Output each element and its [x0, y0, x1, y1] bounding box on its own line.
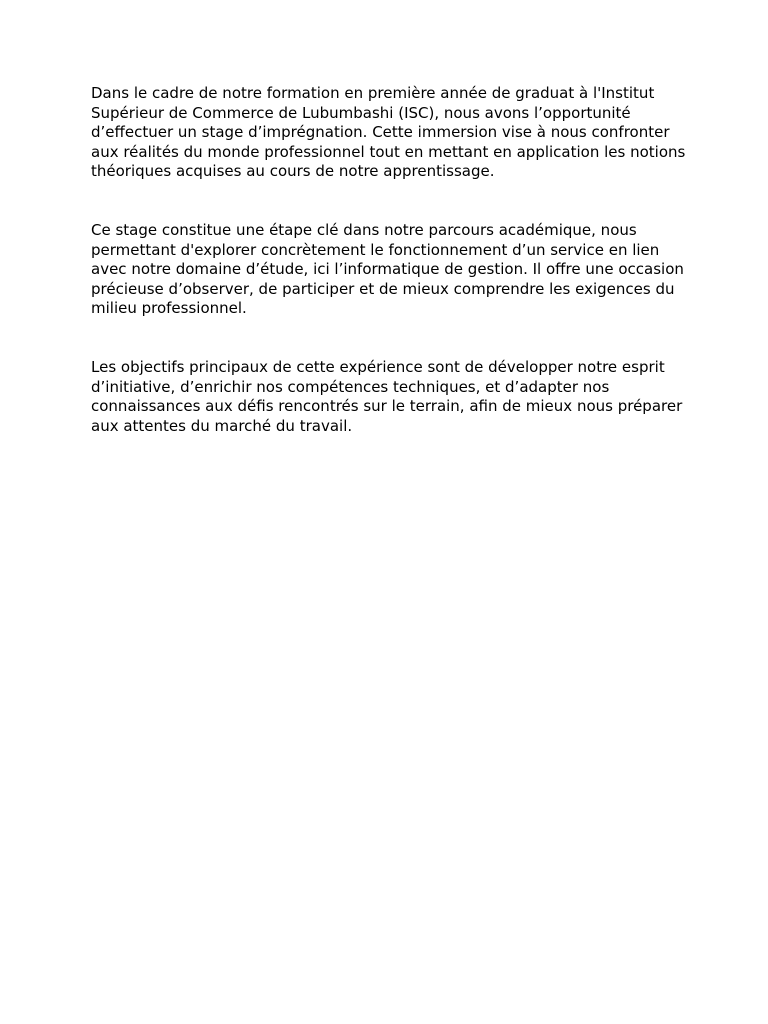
- paragraph-objectives: Les objectifs principaux de cette expérience sont de développer notre esprit d’initiative, d’enrichir nos compétences techniques, et d’adapter nos connaissances aux défis rencontrés sur le terrain, afin de mieux nous préparer aux attentes du marché du travail.: [91, 357, 683, 435]
- paragraph-intro: Dans le cadre de notre formation en première année de graduat à l'Institut Supérieur de Commerce de Lubumbashi (ISC), nous avons l’opportunité d’effectuer un stage d’imprégnation. Cette immersion vise à nous confronter aux réalités du monde professionnel tout en mettant en application les notions théoriques acquises au cours de notre apprentissage.: [91, 84, 686, 181]
- document-body: [91, 84, 691, 475]
- paragraph-context: Ce stage constitue une étape clé dans notre parcours académique, nous permettant d'explorer concrètement le fonctionnement d’un service en lien avec notre domaine d’étude, ici l’informatique de gestion. Il offre une occasion précieuse d’observer, de participer et de mieux comprendre les exigences du milieu professionnel.: [91, 220, 684, 318]
